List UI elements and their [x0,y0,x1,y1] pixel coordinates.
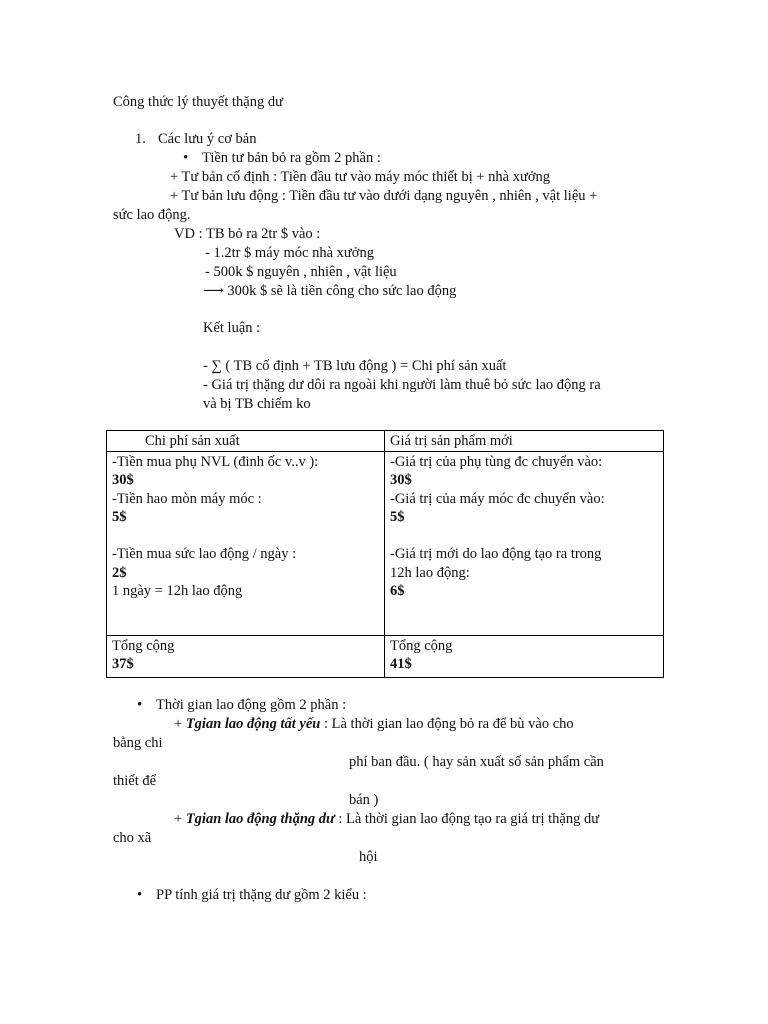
methods-bullet: • PP tính giá trị thặng dư gồm 2 kiểu : [156,886,367,904]
necessary-labor-cont: thiết để [113,773,157,789]
plus-sign: + [174,716,186,732]
labor-time-bullet: • Thời gian lao động gồm 2 phần : [156,696,346,714]
cost-item-label: -Tiền mua sức lao động / ngày : [112,546,297,562]
value-item-value: 6$ [390,583,405,599]
table-header-cell: Chi phí sản xuất [107,431,385,452]
table-row [107,451,664,635]
capital-bullet: • Tiền tư bản bỏ ra gồm 2 phần : [202,149,381,167]
necessary-labor-term: Tgian lao động tất yếu [185,716,321,732]
conclusion-line-cont: và bị TB chiếm ko [203,396,311,412]
example-item: ⟶ 300k $ sẽ là tiền công cho sức lao động [203,283,457,299]
surplus-labor-line [174,810,599,828]
necessary-labor-cont: phí ban đầu. ( hay sản xuất số sản phẩm cần [349,754,604,770]
conclusion-label: Kết luận : [203,320,261,336]
surplus-labor-cont: cho xã [113,830,152,846]
table-cell-costs [107,451,385,635]
cost-item-note: 1 ngày = 12h lao động [112,583,243,599]
table-cell-values [385,451,664,635]
example-item: - 1.2tr $ máy móc nhà xưởng [205,245,374,261]
necessary-labor-cont: bán ) [349,792,379,808]
value-item-value: 5$ [390,509,405,525]
spacer [112,527,379,546]
table-header-cell: Giá trị sản phẩm mới [385,431,664,452]
value-item-label-cont: 12h lao động: [390,564,470,581]
plus-sign: + [174,811,186,827]
total-value: 37$ [112,656,134,672]
circulating-capital-cont: sức lao động. [113,207,191,223]
conclusion-line: - ∑ ( TB cố định + TB lưu động ) = Chi phí sản xuất [203,358,507,374]
cost-item-label: -Tiền hao mòn máy móc : [112,490,262,507]
value-item-label: -Giá trị của máy móc đc chuyển vào: [390,490,605,507]
document-title: Công thức lý thuyết thặng dư [113,94,283,110]
circulating-capital-line: + Tư bản lưu động : Tiền đầu tư vào dưới dạng nguyên , nhiên , vật liệu + [170,188,598,204]
surplus-labor-cont: hội [359,849,378,865]
table-header-row [107,431,664,452]
conclusion-line: - Giá trị thặng dư dôi ra ngoài khi người làm thuê bỏ sức lao động ra [203,377,601,393]
surplus-labor-term: Tgian lao động thặng dư [185,811,335,827]
section-number: 1. [135,131,146,147]
value-item-label: -Giá trị mới do lao động tạo ra trong [390,546,602,562]
total-cost-cell [107,635,385,677]
example-intro: VD : TB bỏ ra 2tr $ vào : [174,226,321,242]
total-value: 41$ [390,656,412,672]
value-item-value: 30$ [390,472,412,488]
total-label: Tổng cộng [390,637,453,654]
total-label: Tổng cộng [112,637,175,654]
table-total-row [107,635,664,677]
necessary-labor-line [174,715,574,733]
total-value-cell [385,635,664,677]
necessary-labor-text: : Là thời gian lao động bỏ ra để bù vào cho [320,716,574,732]
fixed-capital-line: + Tư bản cố định : Tiền đầu tư vào máy móc thiết bị + nhà xưởng [170,169,550,185]
section-heading: Các lưu ý cơ bản [158,131,257,147]
value-item-label: -Giá trị của phụ tùng đc chuyển vào: [390,453,603,470]
cost-item-value: 2$ [112,564,127,581]
example-item: - 500k $ nguyên , nhiên , vật liệu [205,264,397,280]
cost-item-value: 5$ [112,509,127,525]
cost-item-label: -Tiền mua phụ NVL (đinh ốc v..v ): [112,453,319,470]
cost-value-table [106,430,664,678]
cost-item-value: 30$ [112,472,134,488]
surplus-labor-text: : Là thời gian lao động tạo ra giá trị thặng dư [334,811,600,827]
necessary-labor-cont: bằng chi [113,735,163,751]
spacer [390,527,658,546]
